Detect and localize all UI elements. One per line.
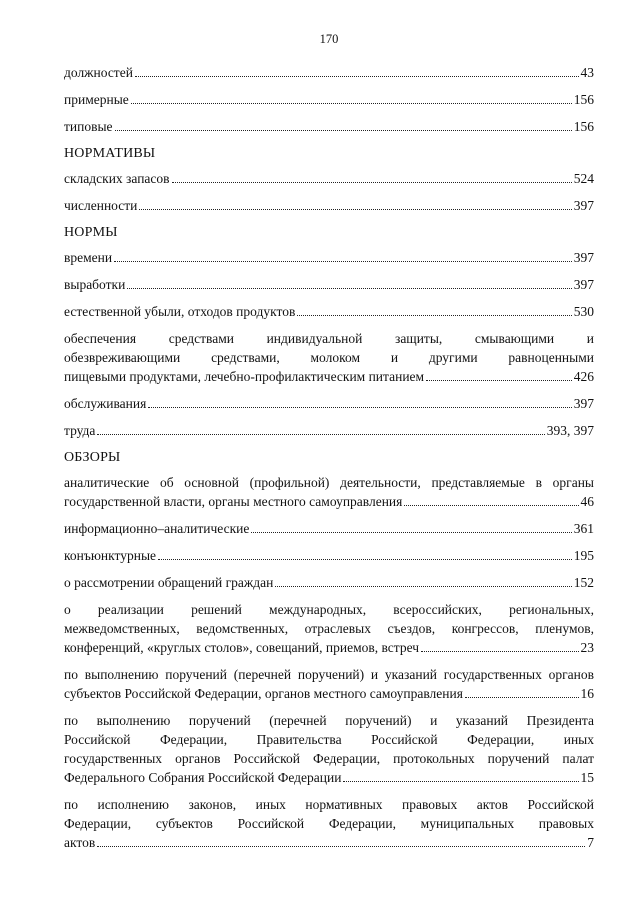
entry-label: выработки — [64, 277, 126, 292]
index-entry — [64, 519, 594, 538]
entry-label: труда — [64, 423, 96, 438]
page-reference: 195 — [573, 548, 594, 563]
dot-leader — [115, 129, 572, 131]
entry-line: межведомственных, ведомственных, отраслевых съездов, конгрессов, пленумов, — [64, 621, 594, 636]
leader-row — [64, 275, 594, 294]
page-reference: 530 — [573, 304, 594, 319]
dot-leader — [251, 531, 571, 533]
entry-line: по выполнению поручений (перечней поручений) и указаний государственных органов — [64, 667, 594, 682]
page-reference: 43 — [580, 65, 594, 80]
index-entry — [64, 795, 594, 852]
leader-row — [64, 196, 594, 215]
dot-leader — [148, 406, 571, 408]
index-body — [64, 63, 594, 852]
dot-leader — [426, 379, 572, 381]
leader-row — [64, 492, 594, 511]
section-heading: НОРМАТИВЫ — [64, 146, 156, 161]
page-reference: 397 — [573, 250, 594, 265]
leader-row — [64, 684, 594, 703]
index-entry — [64, 600, 594, 657]
page-reference: 16 — [580, 686, 594, 701]
page-reference: 152 — [573, 575, 594, 590]
dot-leader — [297, 314, 571, 316]
index-entry — [64, 117, 594, 136]
entry-label: естественной убыли, отходов продуктов — [64, 304, 296, 319]
entry-line: о реализации решений международных, всероссийских, региональных, — [64, 602, 594, 617]
page-reference: 7 — [587, 835, 594, 850]
index-entry — [64, 90, 594, 109]
entry-label: государственной власти, органы местного самоуправления — [64, 494, 403, 509]
leader-row — [64, 573, 594, 592]
page-reference: 23 — [580, 640, 594, 655]
entry-line: аналитические об основной (профильной) деятельности, представляемые в органы — [64, 475, 594, 490]
dot-leader — [139, 208, 571, 210]
leader-row — [64, 90, 594, 109]
leader-row — [64, 546, 594, 565]
entry-label: актов — [64, 835, 96, 850]
dot-leader — [172, 181, 572, 183]
section-heading: ОБЗОРЫ — [64, 450, 121, 465]
index-entry — [64, 394, 594, 413]
entry-label: информационно–аналитические — [64, 521, 250, 536]
dot-leader — [343, 780, 578, 782]
leader-row — [64, 833, 594, 852]
page-reference: 15 — [580, 770, 594, 785]
page-reference: 397 — [573, 396, 594, 411]
entry-label: времени — [64, 250, 113, 265]
dot-leader — [465, 696, 579, 698]
page-reference: 393, 397 — [546, 423, 594, 438]
page-reference: 397 — [573, 198, 594, 213]
page-reference: 156 — [573, 119, 594, 134]
dot-leader — [97, 845, 585, 847]
section-heading: НОРМЫ — [64, 225, 118, 240]
page-number: 170 — [319, 32, 339, 46]
entry-label: субъектов Российской Федерации, органов местного самоуправления — [64, 686, 463, 701]
index-entry — [64, 196, 594, 215]
index-entry — [64, 302, 594, 321]
entry-label: конъюнктурные — [64, 548, 157, 563]
leader-row — [64, 302, 594, 321]
dot-leader — [404, 504, 578, 506]
index-entry — [64, 248, 594, 267]
entry-line: Федерации, субъектов Российской Федерации, муниципальных правовых — [64, 816, 594, 831]
leader-row — [64, 394, 594, 413]
index-entry — [64, 169, 594, 188]
dot-leader — [127, 287, 571, 289]
index-entry — [64, 421, 594, 440]
entry-label: Федерального Собрания Российской Федерации — [64, 770, 342, 785]
dot-leader — [158, 558, 572, 560]
leader-row — [64, 367, 594, 386]
leader-row — [64, 169, 594, 188]
leader-row — [64, 63, 594, 82]
page-reference: 361 — [573, 521, 594, 536]
page-reference: 524 — [573, 171, 594, 186]
entry-line: обеспечения средствами индивидуальной защиты, смывающими и — [64, 331, 594, 346]
entry-label: примерные — [64, 92, 129, 107]
entry-label: должностей — [64, 65, 133, 80]
entry-label: обслуживания — [64, 396, 147, 411]
dot-leader — [114, 260, 572, 262]
dot-leader — [131, 102, 572, 104]
index-entry — [64, 473, 594, 511]
leader-row — [64, 768, 594, 787]
leader-row — [64, 117, 594, 136]
index-entry — [64, 711, 594, 787]
entry-label: конференций, «круглых столов», совещаний, приемов, встреч — [64, 640, 420, 655]
entry-line: обезвреживающими средствами, молоком и другими равноценными — [64, 350, 594, 365]
leader-row — [64, 519, 594, 538]
page-reference: 426 — [573, 369, 594, 384]
dot-leader — [97, 433, 544, 435]
dot-leader — [135, 75, 579, 77]
leader-row — [64, 638, 594, 657]
entry-line: по выполнению поручений (перечней поручений) и указаний Президента — [64, 713, 594, 728]
entry-label: складских запасов — [64, 171, 170, 186]
entry-line: по исполнению законов, иных нормативных правовых актов Российской — [64, 797, 594, 812]
entry-label: численности — [64, 198, 138, 213]
index-entry — [64, 546, 594, 565]
entry-line: государственных органов Российской Федерации, протокольных поручений палат — [64, 751, 594, 766]
index-entry — [64, 665, 594, 703]
page-reference: 397 — [573, 277, 594, 292]
page-reference: 46 — [580, 494, 594, 509]
index-entry — [64, 275, 594, 294]
entry-line: Российской Федерации, Правительства Российской Федерации, иных — [64, 732, 594, 747]
page-reference: 156 — [573, 92, 594, 107]
dot-leader — [421, 650, 578, 652]
index-entry — [64, 329, 594, 386]
index-entry — [64, 63, 594, 82]
entry-label: о рассмотрении обращений граждан — [64, 575, 274, 590]
entry-label: типовые — [64, 119, 113, 134]
dot-leader — [275, 585, 571, 587]
leader-row — [64, 248, 594, 267]
entry-label: пищевыми продуктами, лечебно-профилактическим питанием — [64, 369, 425, 384]
index-entry — [64, 573, 594, 592]
leader-row — [64, 421, 594, 440]
